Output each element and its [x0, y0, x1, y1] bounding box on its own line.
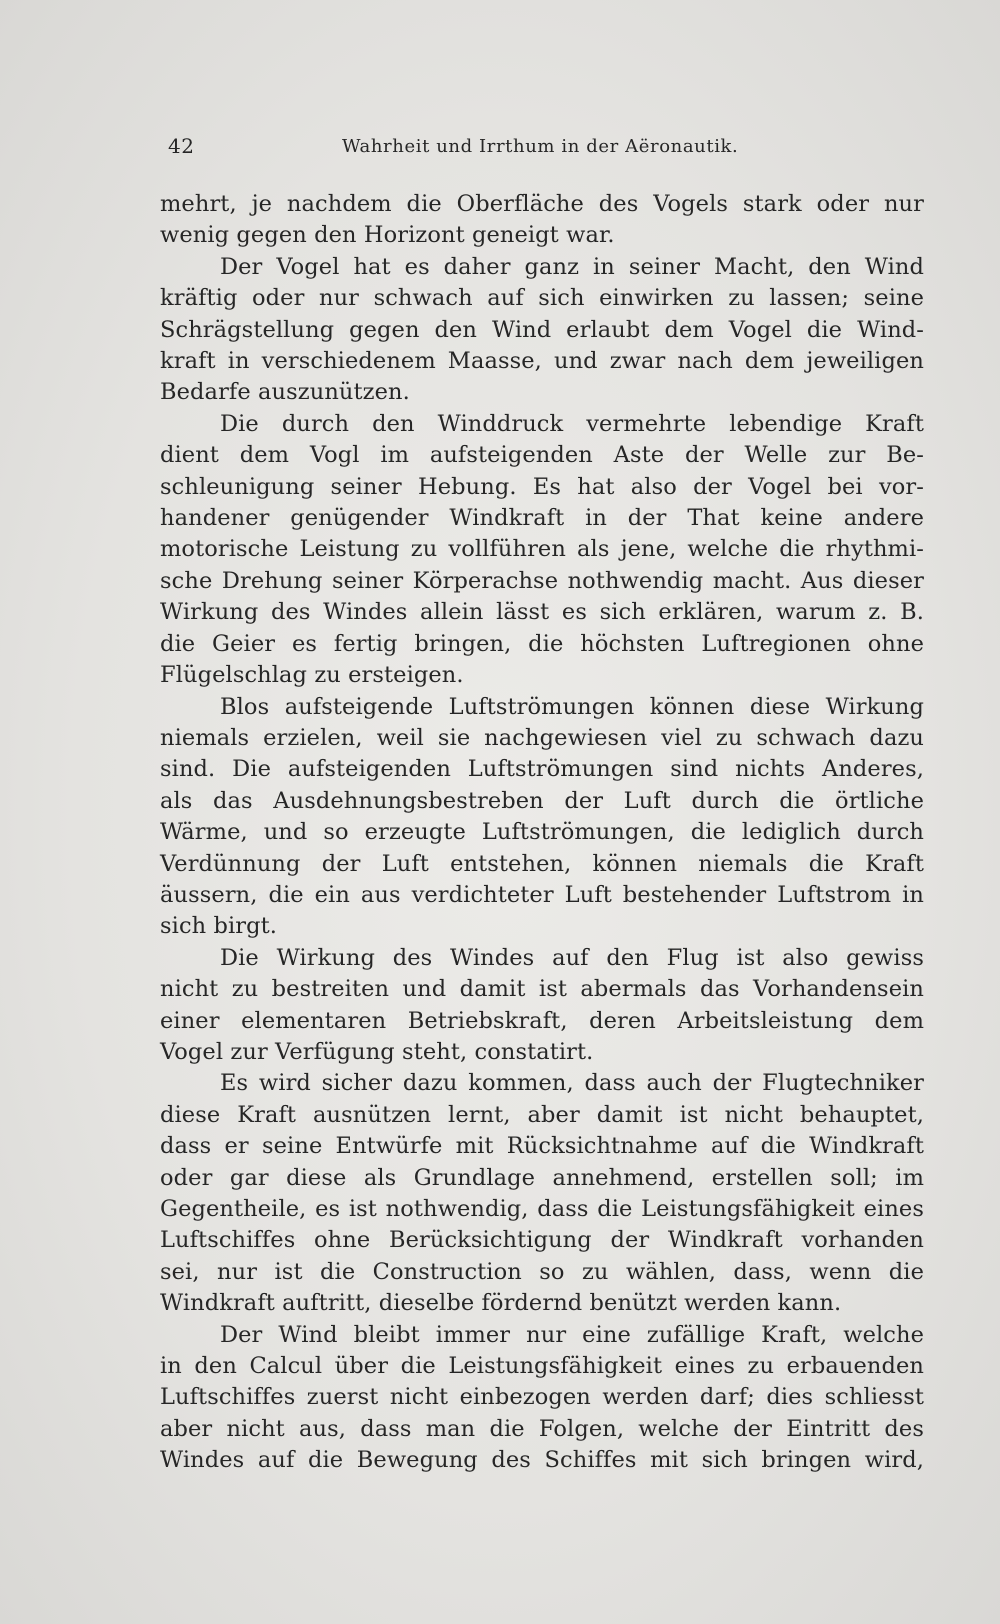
text-line: Die durch den Winddruck vermehrte lebendige Kraft	[220, 410, 924, 437]
running-title: Wahrheit und Irrthum in der Aëronautik.	[342, 136, 739, 157]
text-line: oder gar diese als Grundlage annehmend, erstellen soll; im	[160, 1164, 924, 1191]
text-line: dient dem Vogl im aufsteigenden Aste der Welle zur Be-	[160, 442, 924, 469]
text-line: motorische Leistung zu vollführen als jene, welche die rhythmi-	[160, 536, 924, 563]
text-line: Der Wind bleibt immer nur eine zufällige Kraft, welche	[220, 1321, 924, 1348]
text-line: äussern, die ein aus verdichteter Luft bestehender Luftstrom in	[160, 881, 924, 908]
text-line: Windkraft auftritt, dieselbe fördernd benützt werden kann.	[160, 1290, 842, 1317]
text-line: sche Drehung seiner Körperachse nothwendig macht. Aus dieser	[160, 567, 924, 594]
text-line: niemals erzielen, weil sie nachgewiesen viel zu schwach dazu	[160, 724, 924, 751]
text-line: nicht zu bestreiten und damit ist abermals das Vorhandensein	[160, 976, 924, 1003]
text-line: einer elementaren Betriebskraft, deren Arbeitsleistung dem	[160, 1007, 924, 1034]
page-number: 42	[168, 134, 195, 158]
body-text	[160, 189, 924, 1477]
text-line: Flügelschlag zu ersteigen.	[160, 662, 464, 689]
text-line: Luftschiffes zuerst nicht einbezogen werden darf; dies schliesst	[160, 1384, 924, 1411]
text-line: kraft in verschiedenem Maasse, und zwar nach dem jeweiligen	[160, 348, 924, 375]
text-line: sich birgt.	[160, 913, 278, 940]
text-line: sind. Die aufsteigenden Luftströmungen sind nichts Anderes,	[160, 756, 924, 783]
running-head	[168, 134, 928, 164]
text-line: Luftschiffes ohne Berücksichtigung der Windkraft vorhanden	[160, 1227, 924, 1254]
text-line: Bedarfe auszunützen.	[160, 379, 410, 406]
text-line: handener genügender Windkraft in der That keine andere	[160, 505, 924, 532]
text-line: Windes auf die Bewegung des Schiffes mit sich bringen wird,	[160, 1447, 924, 1474]
text-line: dass er seine Entwürfe mit Rücksichtnahme auf die Windkraft	[160, 1133, 924, 1160]
text-line: als das Ausdehnungsbestreben der Luft durch die örtliche	[160, 787, 924, 814]
text-line: Schrägstellung gegen den Wind erlaubt dem Vogel die Wind-	[160, 316, 924, 343]
text-line: Wärme, und so erzeugte Luftströmungen, die lediglich durch	[160, 819, 924, 846]
text-line: wenig gegen den Horizont geneigt war.	[160, 222, 615, 249]
text-line: die Geier es fertig bringen, die höchsten Luftregionen ohne	[160, 630, 924, 657]
text-line: Der Vogel hat es daher ganz in seiner Macht, den Wind	[220, 253, 924, 280]
text-line: sei, nur ist die Construction so zu wählen, dass, wenn die	[160, 1258, 924, 1285]
text-line: Wirkung des Windes allein lässt es sich erklären, warum z. B.	[160, 599, 924, 626]
text-line: Verdünnung der Luft entstehen, können niemals die Kraft	[160, 850, 924, 877]
text-line: kräftig oder nur schwach auf sich einwirken zu lassen; seine	[160, 285, 924, 312]
text-line: mehrt, je nachdem die Oberfläche des Vogels stark oder nur	[160, 191, 924, 217]
text-line: Die Wirkung des Windes auf den Flug ist also gewiss	[220, 944, 924, 971]
text-line: in den Calcul über die Leistungsfähigkeit eines zu erbauenden	[160, 1353, 924, 1380]
text-line: Gegentheile, es ist nothwendig, dass die Leistungsfähigkeit eines	[160, 1196, 924, 1222]
text-line: diese Kraft ausnützen lernt, aber damit ist nicht behauptet,	[160, 1101, 924, 1128]
text-line: Blos aufsteigende Luftströmungen können diese Wirkung	[220, 693, 924, 720]
text-line: schleunigung seiner Hebung. Es hat also der Vogel bei vor-	[160, 473, 924, 500]
text-line: Es wird sicher dazu kommen, dass auch der Flugtechniker	[220, 1070, 924, 1097]
text-line: aber nicht aus, dass man die Folgen, welche der Eintritt des	[160, 1415, 924, 1442]
text-line: Vogel zur Verfügung steht, constatirt.	[160, 1038, 594, 1065]
